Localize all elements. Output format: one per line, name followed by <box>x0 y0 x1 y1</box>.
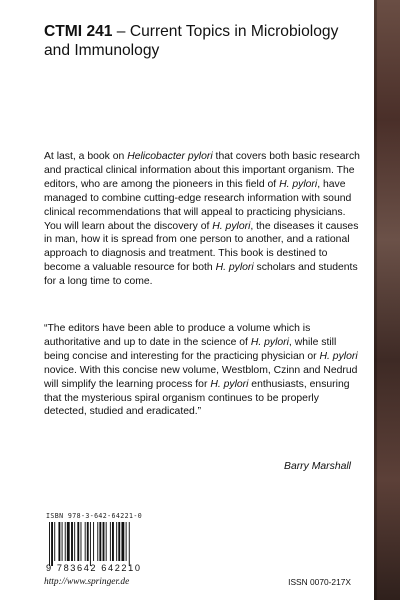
isbn-label: ISBN 978-3-642-64221-0 <box>46 512 143 520</box>
description-segment: H. pylori <box>215 262 254 274</box>
barcode-bar <box>85 522 86 561</box>
quote-segment: novice. With this concise new volume, Westblom, Czinn and Nedrud will simplify the learning process for <box>44 364 358 390</box>
barcode-bar <box>74 522 75 561</box>
series-title <box>44 22 364 60</box>
description-segment: scholars and students for a long time to come. <box>44 262 358 288</box>
issn-label: ISSN 0070-217X <box>288 577 351 587</box>
description-segment: H. pylori <box>279 178 318 190</box>
barcode-bar <box>51 522 53 566</box>
barcode-bar <box>58 522 60 561</box>
description-segment: , have managed to combine cutting-edge research information with sound clinical recommendations that will appeal to practicing physicians. You will learn about the discovery of <box>44 178 352 232</box>
quote-segment: H. pylori <box>210 378 249 390</box>
series-code: CTMI 241 <box>44 23 113 40</box>
description-segment: that covers both basic research and practical clinical information about this important organism. The editors, who are among the pioneers in this field of <box>44 151 360 190</box>
barcode-bar <box>49 522 50 566</box>
endorsement-quote <box>44 322 364 419</box>
barcode-bar <box>99 522 101 561</box>
barcode-digits: 9 783642 642210 <box>46 563 142 573</box>
description-segment: , the diseases it causes in man, how it is spread from one person to another, and a rational approach to diagnosis and treatment. This book is destined to become a valuable resource for both <box>44 220 359 274</box>
barcode-bar <box>90 522 91 566</box>
barcode-bar <box>118 522 120 561</box>
barcode-bar <box>81 522 82 561</box>
quote-segment: “The editors have been able to produce a volume which is authoritative and up to date in the science of <box>44 323 311 348</box>
barcode-bar <box>112 522 114 561</box>
quote-author: Barry Marshall <box>284 461 351 472</box>
barcode-bar <box>87 522 89 561</box>
book-spine-edge <box>374 0 400 600</box>
title-dash: – <box>112 23 130 40</box>
quote-segment: H. pylori <box>250 336 289 348</box>
barcode-bar <box>110 522 111 561</box>
barcode-bar <box>62 522 63 561</box>
barcode-bar <box>67 522 70 561</box>
barcode-icon <box>46 522 166 566</box>
barcode-bar <box>77 522 79 561</box>
description-segment: H. pylori <box>212 220 251 232</box>
description-segment: At last, a book on <box>44 151 128 162</box>
quote-segment: , while still being concise and interesting for the practicing physician or <box>44 336 337 362</box>
quote-segment: enthusiasts, ensuring that the mysterious spiral organism continues to be properly detected, studied and eradicated.” <box>44 378 350 418</box>
publisher-url[interactable]: http://www.springer.de <box>44 577 130 587</box>
barcode-bar <box>116 522 117 561</box>
barcode-bar <box>103 522 105 561</box>
description-segment: Helicobacter pylori <box>127 151 213 162</box>
barcode-bar <box>54 522 55 561</box>
barcode-bar <box>93 522 94 561</box>
quote-segment: H. pylori <box>319 350 358 362</box>
series-name: Current Topics in Microbiology and Immunology <box>44 23 339 59</box>
barcode-bar <box>121 522 124 561</box>
barcode-bar <box>129 522 130 566</box>
barcode-bar <box>65 522 66 561</box>
barcode-bar <box>71 522 73 561</box>
barcode-bar <box>97 522 98 561</box>
barcode-bar <box>106 522 107 561</box>
barcode-bar <box>126 522 127 561</box>
book-description <box>44 150 364 289</box>
